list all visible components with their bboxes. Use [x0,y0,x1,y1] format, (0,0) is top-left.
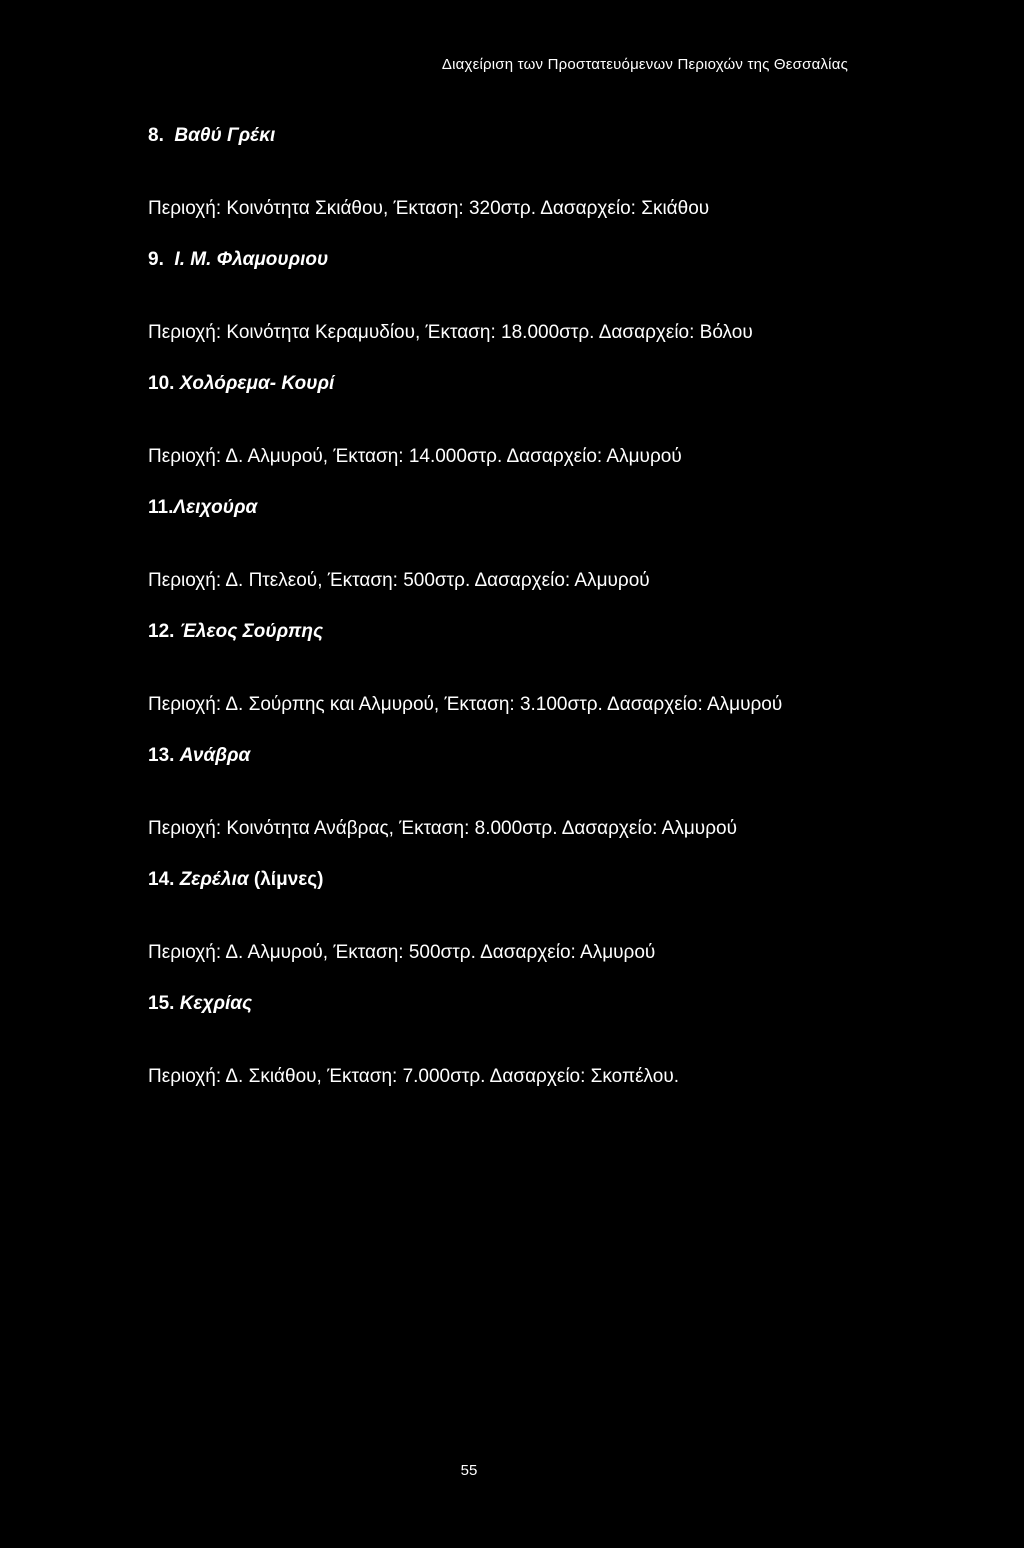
entry-details: Περιοχή: Δ. Αλμυρού, Έκταση: 14.000στρ. Δασαρχείο: Αλμυρού [148,446,682,467]
entry-name: Βαθύ Γρέκι [174,125,276,146]
entry-number: 14. [148,869,175,890]
entry-number: 8. [148,125,164,146]
entry-number: 12. [148,621,175,642]
entry-number: 13. [148,745,175,766]
entry-title [148,868,852,892]
list-item [148,248,852,352]
entry-name-suffix: (λίμνες) [248,869,324,890]
list-item [148,992,852,1096]
entry-title [148,620,852,644]
entry-title [148,496,852,520]
entry-details: Περιοχή: Δ. Σκιάθου, Έκταση: 7.000στρ. Δασαρχείο: Σκοπέλου. [148,1066,679,1087]
entry-details: Περιοχή: Κοινότητα Κεραμυδίου, Έκταση: 18.000στρ. Δασαρχείο: Βόλου [148,322,753,343]
list-item [148,124,852,228]
entry-name: Έλεος Σούρπης [179,621,324,642]
entry-title [148,248,852,272]
entry-title [148,124,852,148]
entry-name: Ι. Μ. Φλαμουριου [174,249,329,270]
entry-name: Ζερέλια [179,869,249,890]
list-item [148,744,852,848]
list-item [148,868,852,972]
page-number: 55 [460,1462,478,1479]
protected-areas-list [148,124,852,1116]
entry-title [148,372,852,396]
entry-number: 11. [148,497,174,518]
entry-number: 15. [148,993,175,1014]
entry-name: Ανάβρα [179,745,251,766]
entry-details: Περιοχή: Κοινότητα Σκιάθου, Έκταση: 320στρ. Δασαρχείο: Σκιάθου [148,198,710,219]
entry-title [148,992,852,1016]
entry-number: 10. [148,373,175,394]
entry-title [148,744,852,768]
list-item [148,620,852,724]
list-item [148,372,852,476]
entry-name: Κεχρίας [179,993,253,1014]
entry-details: Περιοχή: Κοινότητα Ανάβρας, Έκταση: 8.000στρ. Δασαρχείο: Αλμυρού [148,818,737,839]
running-header: Διαχείριση των Προστατευόμενων Περιοχών της Θεσσαλίας [441,56,848,73]
entry-name: Λειχούρα [173,497,258,518]
entry-details: Περιοχή: Δ. Αλμυρού, Έκταση: 500στρ. Δασαρχείο: Αλμυρού [148,942,656,963]
entry-name: Χολόρεμα- Κουρί [179,373,335,394]
entry-details: Περιοχή: Δ. Σούρπης και Αλμυρού, Έκταση: 3.100στρ. Δασαρχείο: Αλμυρού [148,694,783,715]
entry-details: Περιοχή: Δ. Πτελεού, Έκταση: 500στρ. Δασαρχείο: Αλμυρού [148,570,650,591]
list-item [148,496,852,600]
entry-number: 9. [148,249,164,270]
